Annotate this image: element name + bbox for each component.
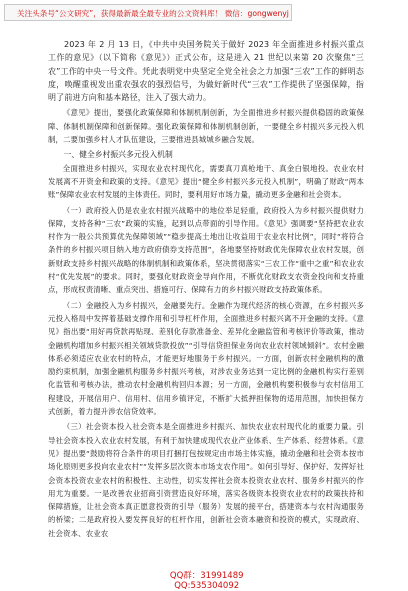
footer-qq-group: QQ群：31991489 bbox=[169, 571, 244, 581]
section-heading-investment-mechanism: 一、健全乡村振兴多元投入机制 bbox=[63, 150, 173, 160]
paragraph-intro: 2023 年 2 月 13 日，《中共中央国务院关于做好 2023 年全面推进乡村振兴重点工作的意见》（以下简称《意见》）正式公布，这是进入 21 世纪以来第 20 次聚焦“三农”工作的中央一号文件。凭此表明党中央坚定全党全社会之力加强“三农”工作的鲜明态度，唤醒重视发出重农强农的强烈信号，为做好新时代“三农”工作提供了坚强保障，指明了前进方向和基本路径，注入了强大动力。 bbox=[48, 40, 364, 103]
paragraph-financial-investment: （二）金融投入为乡村振兴，金融要先行。金融作为现代经济的核心资源，在乡村振兴多元投入格局中发挥着基础支撑作用和引导杠杆作用，全面推进乡村振兴离不开金融的支持。《意见》指出要“用好再贷款再贴现、差别化存款准备金、差异化金融监管和考核评价等政策，推动金融机构增加乡村振兴相关领域贷款投放”“引导信贷担保业务向农业农村领域倾斜”。农村金融体系必须适应农业农村的特点，才能更好地服务于乡村振兴。一方面，创新农村金融机构的激励约束机制，加强金融机构服务乡村振兴考核，对涉农业务达到一定比例的金融机构实行差别化监管和考核办法，推动农村金融机构回归本源；另一方面，金融机构要积极参与农村信用工程建设，开展信用户、信用村、信用乡镇评定，不断扩大抵押担保物的适用范围，加快担保方式创新，着力提升涉农信贷效率。 bbox=[48, 300, 364, 417]
paragraph-opinion-summary: 《意见》提出，要强化政策保障和体制机制创新，为全面推进乡村振兴提供稳固的政策保障、体制机制保障和创新保障。强化政策保障和体制机制创新，一要健全乡村振兴多元投入机制，二要加强乡村人才队伍建设，三要推进县城城乡融合发展。 bbox=[48, 108, 364, 145]
paragraph-social-capital: （三）社会资本投入社会资本是全面推进乡村振兴、加快农业农村现代化的重要力量。引导社会资本投入农业农村发展，有利于加快建成现代农业产业体系、生产体系、经营体系。《意见》提出要“鼓励将符合条件的项目打捆打包按规定由市场主体实施，撬动金融和社会资本按市场化原则更多投向农业农村”“发挥多层次资本市场支农作用”。如何引导好、保护好、发挥好社会资本投资农业农村的积极性、主动性，切实发挥社会资本投资农业农村、服务乡村振兴的作用尤为重要。一是改善农业招商引资营造良好环境，落实各级资本投资农业农村的政策扶持和保障措施，让社会资本真正愿意投资的引导（服务）发展的接平台，搭建资本与农村沟通服务的桥梁；二是政府投入要发挥良好的杠杆作用，创新社会资本融资和投资的模式，实现政府、社会资本、农业农 bbox=[48, 422, 364, 538]
footer-qq: QQ:535304092 bbox=[174, 581, 240, 591]
paragraph-investment-intro: 全面推进乡村振兴，实现农业农村现代化，需要真刀真枪地干、真金白银地投。农业农村发展离不开资金和政策的支持。《意见》提出“健全乡村振兴多元投入机制”，明确了财政“两本账”保障农业农村发展的主体责任。同时，要利用好市场力量，撬动更多金融和社会资本。 bbox=[48, 163, 364, 200]
document-body bbox=[48, 38, 364, 542]
footer-contact bbox=[0, 559, 408, 591]
header-banner: 关注头条号“公文研究”，获得最新最全最专业的公文资料库！ 微信：gongwenyj bbox=[4, 4, 292, 21]
paragraph-government-investment: （一）政府投入仍是农业农村振兴战略中的地位举足轻重，政府投入为乡村振兴提供财力保障，支持各种“三农”政策的实施，起到以点带面的引导作用。《意见》强调要“坚持把农业农村作为一般公共预算优先保障领域”“稳步提高土地出让收益用于农业农村比例”，同时“将符合条件的乡村振兴项目纳入地方政府债券支持范围”，各地要坚持财政优先保障农业农村发展，创新财政支持乡村振兴战略的体制机制和政策体系，坚决贯彻落实“三农工作“重中之重”和农业农村“优先发展”的要求。同时，要强化财政资金导向作用，不断优化财政支农资金投向和支持重点，形成权责清晰、重点突出、措施可行、保障有力的乡村振兴财政支持政策体系。 bbox=[48, 205, 364, 295]
